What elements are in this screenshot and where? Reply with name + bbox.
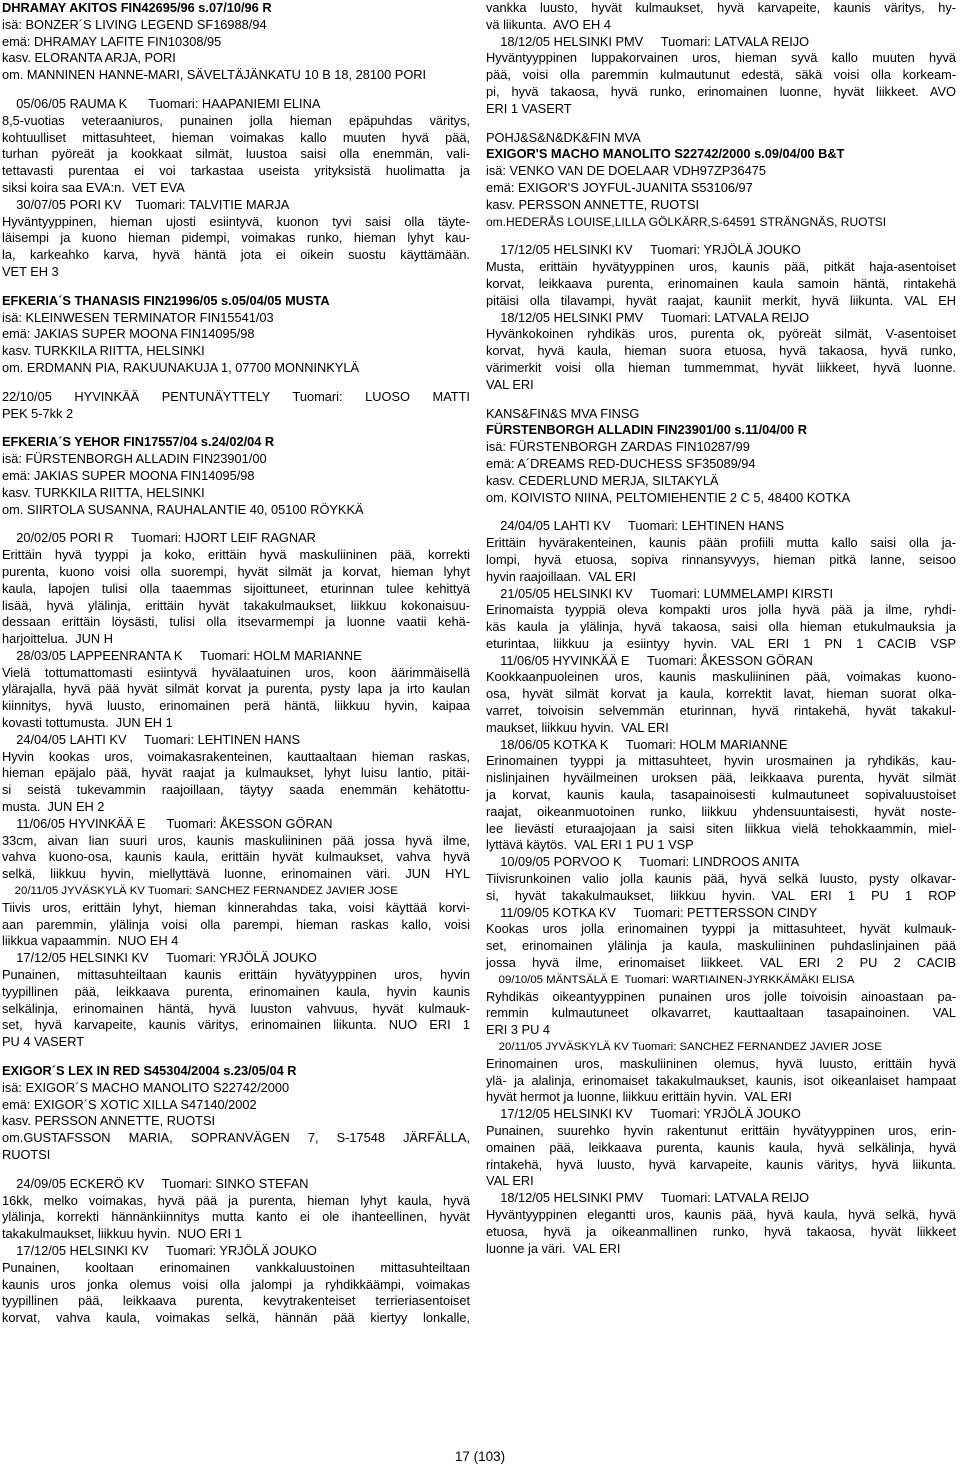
show-result-heading: 20/11/05 JYVÄSKYLÄ KV Tuomari: SANCHEZ FERNANDEZ JAVIER JOSE <box>2 885 398 898</box>
text-line: lee lievästi eturaajojaan ja saisi siten liikkua vielä tehokkaammin, miel- <box>486 820 956 836</box>
dog-entry-title: EFKERIA´S YEHOR FIN17557/04 s.24/02/04 R <box>2 434 275 450</box>
text-line: korvat, leikkaava purenta, erinomainen kaula samoin häntä, rintakehä <box>486 275 956 291</box>
text-line: läisempi ja kuono hieman pidempi, voimakas runko, hieman lyhyt kau- <box>2 230 470 246</box>
text-line: kiinnitys, hyvä luusto, erinomainen perä häntä, liikkuu hyvin, kaipaa <box>2 698 470 714</box>
text-line: 30/07/05 PORI KV Tuomari: TALVITIE MARJA <box>2 196 290 212</box>
text-line: Kookkaanpuoleinen uros, kaunis maskuliininen pää, voimakas kuono- <box>486 669 956 685</box>
text-line: Hyväntyyppinen elegantti uros, kaunis pää, hyvä kaula, hyvä selkä, hyvä <box>486 1206 956 1222</box>
text-line: turhan pyöreät ja kookkaat silmät, luustoa saisi olla enemmän, vali- <box>2 146 470 162</box>
text-line: varret, toivoisin selvemmän eturinnan, hyvä rintakehä, hyvät takakul- <box>486 703 956 719</box>
text-line: kasv. TURKKILA RIITTA, HELSINKI <box>2 343 205 359</box>
text-line: rintakehä, hyvä luusto, hyvä karvapeite, kaunis väritys, hyvä liikunta. <box>486 1156 956 1172</box>
text-line: isä: EXIGOR´S MACHO MANOLITO S22742/2000 <box>2 1079 290 1095</box>
text-line: Erinomainen tyyppi ja mittasuhteet, hyvin urosmainen ja ryhdikäs, kau- <box>486 753 956 769</box>
text-line: korvat, hyvä kaula, hieman suora etuosa, hyvä takaosa, hyvä runko, <box>486 343 956 359</box>
text-line: ylärajalla, hyvä pää hyvät silmät korvat ja purenta, pysty lapa ja irto kaulan <box>2 681 470 697</box>
owner-line: om.HEDERÅS LOUISE,LILLA GÖLKÄRR,S-64591 STRÄNGNÄS, RUOTSI <box>486 214 887 229</box>
text-line: 10/09/05 PORVOO K Tuomari: LINDROOS ANITA <box>486 854 800 870</box>
page-number: 17 (103) <box>454 1449 506 1464</box>
text-line: aan paremmin, ylälinja voisi olla parempi, hieman raskas kallo, voisi <box>2 916 470 932</box>
text-line: isä: BONZER´S LIVING LEGEND SF16988/94 <box>2 16 267 32</box>
text-line: remmin kulmautuneet olkavarret, kauttaaltaan tasapainoinen. VAL <box>486 1005 956 1021</box>
text-line: 33cm, aivan lian suuri uros, kaunis maskuliininen pää jossa hyvä ilme, <box>2 832 470 848</box>
text-line: Hyvänkokoinen ryhdikäs uros, purenta ok, pyöreät silmät, V-asentoiset <box>486 326 956 342</box>
spacer <box>2 281 470 293</box>
text-line: osa, hyvät silmät korvat ja kaula, korrektit lavat, hieman suorat olka- <box>486 686 956 702</box>
text-line: luonne ja väri. VAL ERI <box>486 1240 621 1256</box>
text-line: Punainen, kooltaan erinomainen vankkaluustoinen mittasuhteiltaan <box>2 1259 470 1275</box>
dog-entry-title: DHRAMAY AKITOS FIN42695/96 s.07/10/96 R <box>2 0 272 15</box>
text-line: värimerkit voisi olla hieman tummemmat, hyvät liikkeet, hyvä luonne. <box>486 359 956 375</box>
text-line: om.GUSTAFSSON MARIA, SOPRANVÄGEN 7, S-17548 JÄRFÄLLA, <box>2 1130 470 1146</box>
text-line: etuosa, hyvä ja oikeanmallinen runko, hyvä takaosa, hyvät liikkeet <box>486 1223 956 1239</box>
text-line: ERI 3 PU 4 <box>486 1022 551 1038</box>
text-line: pitäisi olla tilavampi, hyvät raajat, kauniit merkit, hyvä liikunta. VAL EH <box>486 292 956 308</box>
text-line: om. ERDMANN PIA, RAKUUNAKUJA 1, 07700 MONNINKYLÄ <box>2 359 359 375</box>
text-line: Musta, erittäin hyvätyyppinen uros, kaunis pää, pitkät haja-asentoiset <box>486 259 956 275</box>
text-line: emä: EXIGOR´S XOTIC XILLA S47140/2002 <box>2 1096 257 1112</box>
text-line: 18/12/05 HELSINKI PMV Tuomari: LATVALA REIJO <box>486 309 810 325</box>
text-line: takakulmaukset, liikkuu hyvin. NUO ERI 1 <box>2 1226 242 1242</box>
text-line: 24/09/05 ECKERÖ KV Tuomari: SINKO STEFAN <box>2 1175 309 1191</box>
text-line: Punainen, mittasuhteiltaan kaunis erittäin hyvätyyppinen uros, hyvin <box>2 967 470 983</box>
text-line: 11/06/05 HYVINKÄÄ E Tuomari: ÅKESSON GÖRAN <box>2 815 333 831</box>
text-line: korvat, vahva kaula, voimakas selkä, hännän pää kiertyy lonkalle, <box>2 1310 470 1326</box>
text-line: 11/06/05 HYVINKÄÄ E Tuomari: ÅKESSON GÖRAN <box>486 652 813 668</box>
text-line: 21/05/05 HELSINKI KV Tuomari: LUMMELAMPI KIRSTI <box>486 585 834 601</box>
text-line: ylälinja, korrekti hännänkiinnitys mutta kanto ei ole ihanteellinen, hyvät <box>2 1209 470 1225</box>
text-line: emä: EXIGOR'S JOYFUL-JUANITA S53106/97 <box>486 179 753 195</box>
text-line: 16kk, melko voimakas, hyvä pää ja purenta, hieman lyhyt kaula, hyvä <box>2 1192 470 1208</box>
text-line: emä: A´DREAMS RED-DUCHESS SF35089/94 <box>486 455 756 471</box>
text-line: Punainen, suurehko hyvin rakentunut erittäin hyvätyyppinen uros, erin- <box>486 1123 956 1138</box>
text-line: PU 4 VASERT <box>2 1034 85 1050</box>
text-line: Erittäin hyvärakenteinen, kaunis pään profiili mutta kallo saisi olla ja- <box>486 535 956 551</box>
text-line: kasv. CEDERLUND MERJA, SILTAKYLÄ <box>486 472 719 488</box>
spacer <box>2 518 470 530</box>
text-line: maukset, liikkuu hyvin. VAL ERI <box>486 719 669 735</box>
text-line: tyypillinen pää, leikkaava purenta, erinomainen kaula, hyvin kaunis <box>2 983 470 999</box>
text-line: emä: JAKIAS SUPER MOONA FIN14095/98 <box>2 467 255 483</box>
text-line: omainen pää, leikkaava purenta, kaunis kaula, hyvä selkälinja, hyvä <box>486 1139 956 1155</box>
text-line: 17/12/05 HELSINKI KV Tuomari: YRJÖLÄ JOUKO <box>486 1106 801 1122</box>
text-line: kasv. PERSSON ANNETTE, RUOTSI <box>2 1113 216 1129</box>
text-line: KANS&FIN&S MVA FINSG <box>486 405 640 421</box>
text-line: 24/04/05 LAHTI KV Tuomari: LEHTINEN HANS <box>2 731 300 747</box>
text-line: Tiivisrunkoinen valio jolla kaunis pää, hyvä selkä luusto, pysty olkavar- <box>486 871 956 887</box>
text-line: Kookas uros jolla erinomainen tyyppi ja mittasuhteet, hyvät kulmauk- <box>486 921 956 937</box>
text-line: 8,5-vuotias veteraaniuros, punainen jolla hieman epäpuhdas väritys, <box>2 112 470 128</box>
text-line: Hyväntyyppinen, hieman ujosti esiintyvä, kuonon tyvi saisi olla täyte- <box>2 213 470 229</box>
text-line: selkälinja, erinomainen häntä, hyvä luuston vahvuus, hyvät kulmauk- <box>2 1000 470 1016</box>
text-line: ylä- ja alalinja, erinomaiset takakulmaukset, kaunis, isot oikeanlaiset hampaat <box>486 1072 956 1088</box>
text-line: 18/06/05 KOTKA K Tuomari: HOLM MARIANNE <box>486 736 788 752</box>
text-line: om. MANNINEN HANNE-MARI, SÄVELTÄJÄNKATU 10 B 18, 28100 PORI <box>2 67 427 83</box>
text-line: 20/02/05 PORI R Tuomari: HJORT LEIF RAGNAR <box>2 530 316 546</box>
text-line: emä: DHRAMAY LAFITE FIN10308/95 <box>2 33 222 49</box>
spacer <box>486 394 956 406</box>
text-line: harjoittelua. JUN H <box>2 631 113 647</box>
text-line: ja korvat, kaunis kaula, tasapainoisesti kulmautuneet sopivaluustoiset <box>486 787 956 803</box>
text-line: isä: VENKO VAN DE DOELAAR VDH97ZP36475 <box>486 163 766 179</box>
spacer <box>486 230 956 242</box>
text-line: hyvät hermot ja luonne, liikkuu erittäin hyvin. VAL ERI <box>486 1089 792 1105</box>
text-line: Erinomainen uros, maskuliininen olemus, hyvä luusto, erittäin hyvä <box>486 1055 956 1071</box>
text-line: musta. JUN EH 2 <box>2 799 105 815</box>
text-line: siksi koira saa EVA:n. VET EVA <box>2 179 185 195</box>
text-line: vä liikunta. AVO EH 4 <box>486 16 611 32</box>
text-line: Hyvin kookas uros, voimakasrakenteinen, kauttaaltaan hieman raskas, <box>2 748 470 764</box>
text-line: RUOTSI <box>2 1147 51 1162</box>
dog-entry-title: EXIGOR´S LEX IN RED S45304/2004 s.23/05/04 R <box>2 1063 297 1079</box>
text-line: kohtuulliset mittasuhteet, hieman voimakas kallo muuten hyvä pää, <box>2 129 470 145</box>
text-line: jossa hyvä ilme, erinomaiset liikkeet. VAL ERI 2 PU 2 CACIB <box>486 955 956 971</box>
text-line: 17/12/05 HELSINKI KV Tuomari: YRJÖLÄ JOUKO <box>486 242 801 258</box>
text-line: liikkua vapaammin. NUO EH 4 <box>2 933 179 949</box>
text-line: si, hyvät takakulmaukset, liikkuu hyvin. VAL ERI 1 PU 1 ROP <box>486 887 956 903</box>
text-line: vankka luusto, hyvät kulmaukset, hyvä karvapeite, kaunis väritys, hy- <box>486 0 956 15</box>
text-line: VAL ERI <box>486 1173 534 1189</box>
text-line: om. KOIVISTO NIINA, PELTOMIEHENTIE 2 C 5, 48400 KOTKA <box>486 489 851 505</box>
text-line: Erittäin hyvä tyyppi ja koko, erittäin hyvä maskuliininen pää, korrekti <box>2 547 470 563</box>
spacer <box>2 422 470 434</box>
text-line: PEK 5-7kk 2 <box>2 405 74 421</box>
text-line: vahva kuono-osa, kaunis kaula, erittäin hyvät kulmaukset, vahva hyvä <box>2 849 470 865</box>
text-line: POHJ&S&N&DK&FIN MVA <box>486 129 641 145</box>
text-line: ERI 1 VASERT <box>486 100 572 116</box>
text-line: 18/12/05 HELSINKI PMV Tuomari: LATVALA REIJO <box>486 33 810 49</box>
text-line: kovasti tottumusta. JUN EH 1 <box>2 715 173 731</box>
text-line: set, hyvä karvapeite, kaunis väritys, erinomainen liikunta. NUO ERI 1 <box>2 1017 470 1033</box>
spacer <box>2 1164 470 1176</box>
show-result-heading: 20/11/05 JYVÄSKYLÄ KV Tuomari: SANCHEZ FERNANDEZ JAVIER JOSE <box>486 1041 882 1054</box>
text-line: selkä, liikkuu hyvin, miellyttävä luonne, erinomainen väri. JUN HYL <box>2 866 470 882</box>
dog-entry-title: EFKERIA´S THANASIS FIN21996/05 s.05/04/05 MUSTA <box>2 292 330 308</box>
right-column <box>486 0 956 1257</box>
text-line: isä: KLEINWESEN TERMINATOR FIN15541/03 <box>2 309 274 325</box>
text-line: nislinjainen hyväilmeinen uroksen pää, leikkaava purenta, hyvät silmät <box>486 770 956 786</box>
text-line: eturintaa, liikkuu ja esiintyy hyvin. VAL ERI 1 PN 1 CACIB VSP <box>486 635 956 651</box>
dog-entry-title: FÜRSTENBORGH ALLADIN FIN23901/00 s.11/04/00 R <box>486 422 807 438</box>
text-line: Hyväntyyppinen luppakorvainen uros, hieman syvä kallo muuten hyvä <box>486 50 956 66</box>
text-line: 11/09/05 KOTKA KV Tuomari: PETTERSSON CINDY <box>486 904 818 920</box>
text-line: kasv. ELORANTA ARJA, PORI <box>2 50 176 66</box>
text-line: Erinomaista tyyppiä oleva kompakti uros jolla hyvä pää ja ilme, ryhdi- <box>486 602 956 618</box>
spacer <box>486 118 956 130</box>
text-line: isä: FÜRSTENBORGH ALLADIN FIN23901/00 <box>2 451 267 467</box>
text-line: lisää, hyvä ylälinja, erittäin hyvät takakulmaukset, liikkuu kokonaisuu- <box>2 597 470 613</box>
text-line: kasv. PERSSON ANNETTE, RUOTSI <box>486 196 700 212</box>
spacer <box>486 506 956 518</box>
text-line: dessaan erittäin löysästi, tulisi olla itsevarmempi ja luonne vaatii kehä- <box>2 614 470 630</box>
text-line: raajat, oikeanmuotoinen runko, liikkuu yhdensuuntaisesti, hyvät noste- <box>486 803 956 819</box>
text-line: hyvin raajoillaan. VAL ERI <box>486 568 637 584</box>
text-line: lyttävä käytös. VAL ERI 1 PU 1 VSP <box>486 837 694 853</box>
text-line: käs kaula ja ylälinja, hyvä takaosa, saisi olla hieman etukulmauksia ja <box>486 619 956 635</box>
spacer <box>2 377 470 389</box>
text-line: 17/12/05 HELSINKI KV Tuomari: YRJÖLÄ JOUKO <box>2 950 317 966</box>
text-line: 22/10/05 HYVINKÄÄ PENTUNÄYTTELY Tuomari: LUOSO MATTI <box>2 388 470 404</box>
spacer <box>2 1051 470 1063</box>
text-line: la, karkeahko karva, hyvä häntä jota ei oikein suostu käyttämään. <box>2 247 470 263</box>
text-line: lompi, hyvä etuosa, sopiva rinnansyvyys, hieman pitkä lanne, seisoo <box>486 551 956 567</box>
dog-entry-title: EXIGOR'S MACHO MANOLITO S22742/2000 s.09/04/00 B&T <box>486 146 845 162</box>
text-line: om. SIIRTOLA SUSANNA, RAUHALANTIE 40, 05100 RÖYKKÄ <box>2 501 364 517</box>
left-column <box>2 0 470 1327</box>
text-line: pää, voisi olla paremmin kulmautunut edestä, säkä voisi olla korkeam- <box>486 67 956 83</box>
text-line: emä: JAKIAS SUPER MOONA FIN14095/98 <box>2 326 255 342</box>
spacer <box>2 84 470 96</box>
text-line: 28/03/05 LAPPEENRANTA K Tuomari: HOLM MARIANNE <box>2 647 362 663</box>
text-line: VAL ERI <box>486 376 534 392</box>
text-line: 24/04/05 LAHTI KV Tuomari: LEHTINEN HANS <box>486 518 784 534</box>
text-line: Tiivis uros, erittäin lyhyt, hieman kinnerahdas taka, voisi käyttää korvi- <box>2 899 470 915</box>
text-line: tyypillinen pää, leikkaava purenta, kevytrakenteiset terrieriasentoiset <box>2 1293 470 1309</box>
text-line: tettavasti purentaa ei voi tarkastaa useista yrityksistä huolimatta ja <box>2 163 470 179</box>
text-line: set, erinomainen ylälinja ja kaula, maskuliininen puhdaslinjainen pää <box>486 938 956 954</box>
text-line: isä: FÜRSTENBORGH ZARDAS FIN10287/99 <box>486 439 750 455</box>
text-line: VET EH 3 <box>2 263 59 279</box>
text-line: kaula, lapojen tulisi olla taaemmas sijoittuneet, eturinnan tulee kehittyä <box>2 580 470 596</box>
show-result-heading: 09/10/05 MÄNTSÄLÄ E Tuomari: WARTIAINEN-JYRKKÄMÄKI ELISA <box>486 973 855 986</box>
text-line: hieman epäjalo pää, hyvät raajat ja kulmaukset, lyhyt luisu lantio, pitäi- <box>2 765 470 781</box>
text-line: 17/12/05 HELSINKI KV Tuomari: YRJÖLÄ JOUKO <box>2 1242 317 1258</box>
text-line: si seistä tukevammin raajoillaan, täytyy saada enemmän kehätottu- <box>2 782 470 798</box>
text-line: kaunis uros jonka olemus voisi olla jalompi ja ryhdikkäämpi, voimakas <box>2 1276 470 1292</box>
text-line: Ryhdikäs oikeantyyppinen punainen uros jolle toivoisin ainoastaan pa- <box>486 988 956 1004</box>
text-line: 05/06/05 RAUMA K Tuomari: HAAPANIEMI ELINA <box>2 95 321 111</box>
text-line: 18/12/05 HELSINKI PMV Tuomari: LATVALA REIJO <box>486 1190 810 1206</box>
text-line: pi, hyvä takaosa, hyvä runko, erinomainen luonne, hyvät liikkeet. AVO <box>486 83 956 99</box>
text-line: kasv. TURKKILA RIITTA, HELSINKI <box>2 484 205 500</box>
text-line: Vielä tottumattomasti esiintyvä hyvälaatuinen uros, koon äärimmäisellä <box>2 664 470 680</box>
text-line: purenta, kuono voisi olla suorempi, hyvät silmät ja korvat, hieman lyhyt <box>2 563 470 579</box>
